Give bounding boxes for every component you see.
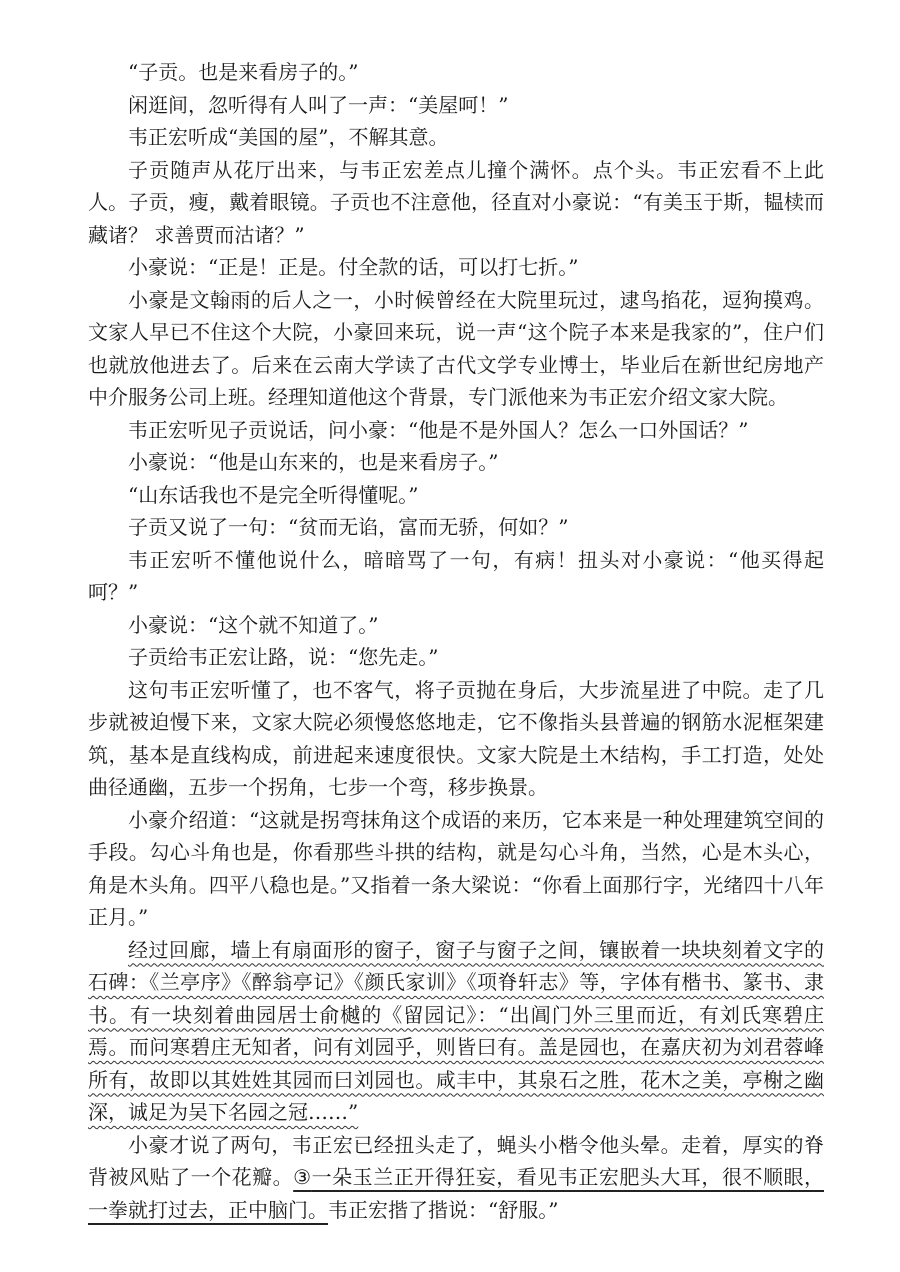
document-body [88, 56, 824, 1226]
paragraph: 小豪说：“这个就不知道了。” [128, 612, 379, 637]
paragraph: 小豪说：“正是！正是。付全款的话，可以打七折。” [128, 255, 579, 279]
final-paragraph-lead: 小豪才说了两句，韦正宏已经扭头走了，蝇头小楷令他头晕。走着，厚实的脊背被风贴了一个花瓣。 [88, 1132, 824, 1189]
final-paragraph-tail: 韦正宏揩了揩说：“舒服。” [328, 1197, 559, 1222]
paragraph: 这句韦正宏听懂了，也不客气，将子贡抛在身后，大步流星进了中院。走了几步就被迫慢下来，文家大院必须慢悠悠地走，它不像指头县普遍的钢筋水泥框架建筑，基本是直线构成，前进起来速度很快。文家大院是土木结构，手工打造，处处曲径通幽，五步一个拐角，七步一个弯，移步换景。 [88, 677, 824, 799]
paragraph: 韦正宏听不懂他说什么，暗暗骂了一句，有病！扭头对小豪说：“他买得起呵？” [88, 547, 824, 604]
paragraph: 小豪介绍道：“这就是拐弯抹角这个成语的来历，它本来是一种处理建筑空间的手段。勾心斗角也是，你看那些斗拱的结构，就是勾心斗角，当然，心是木头心，角是木头角。四平八稳也是。”又指着一条大梁说：“你看上面那行字，光绪四十八年正月。” [88, 807, 824, 929]
wavy-underlined-paragraph [88, 934, 824, 1129]
paragraph: 子贡又说了一句：“贫而无谄，富而无骄，何如？” [128, 515, 569, 539]
paragraph: 子贡随声从花厅出来，与韦正宏差点儿撞个满怀。点个头。韦正宏看不上此人。子贡，瘦，戴着眼镜。子贡也不注意他，径直对小豪说：“有美玉于斯，韫椟而藏诸？ 求善贾而沽诸？” [88, 157, 824, 247]
underlined-sentence-text: 一朵玉兰正开得狂妄，看见韦正宏肥头大耳，很不顺眼，一拳就打过去，正中脑门。 [88, 1165, 825, 1222]
paragraph: “山东话我也不是完全听得懂呢。” [128, 482, 419, 507]
final-paragraph [88, 1129, 824, 1227]
paragraph: 韦正宏听成“美国的屋”，不解其意。 [128, 125, 449, 149]
paragraph: 小豪是文翰雨的后人之一，小时候曾经在大院里玩过，逮鸟掐花，逗狗摸鸡。文家人早已不住这个大院，小豪回来玩，说一声“这个院子本来是我家的”，住户们也就放他进去了。后来在云南大学读了古代文学专业博士，毕业后在新世纪房地产中介服务公司上班。经理知道他这个背景，专门派他来为韦正宏介绍文家大院。 [88, 287, 824, 409]
paragraph: 闲逛间，忽听得有人叫了一声：“美屋呵！” [128, 92, 509, 117]
paragraph: 小豪说：“他是山东来的，也是来看房子。” [128, 450, 499, 474]
paragraph: 子贡给韦正宏让路，说：“您先走。” [128, 645, 439, 669]
paragraph: 韦正宏听见子贡说话，问小豪：“他是不是外国人？怎么一口外国话？” [128, 417, 749, 442]
question-marker: ③ [293, 1165, 312, 1189]
paragraph: “子贡。也是来看房子的。” [128, 60, 359, 84]
wavy-underlined-text: 经过回廊，墙上有扇面形的窗子，窗子与窗子之间，镶嵌着一块块刻着文字的石碑：《兰亭序》《醉翁亭记》《颜氏家训》《项脊轩志》等，字体有楷书、篆书、隶书。有一块刻着曲园居士俞樾的《留园记》：“出阊门外三里而近，有刘氏寒碧庄焉。而问寒碧庄无知者，问有刘园乎，则皆曰有。盖是园也，在嘉庆初为刘君蓉峰所有，故即以其姓姓其园而曰刘园也。咸丰中，其泉石之胜，花木之美，亭榭之幽深，诚足为吴下名园之冠……” [88, 937, 824, 1124]
